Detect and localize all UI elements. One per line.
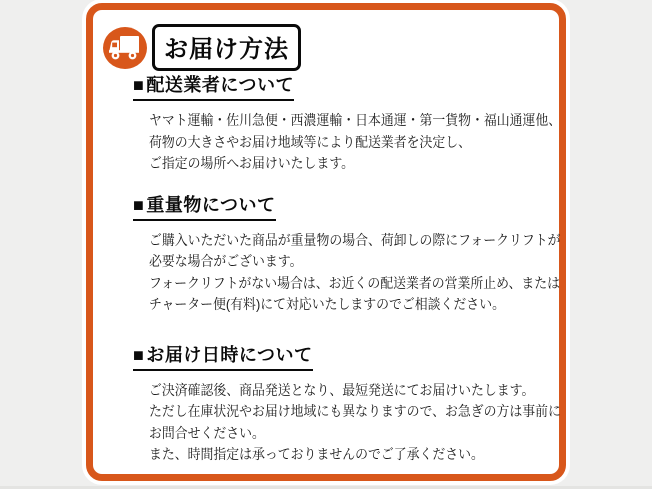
delivery-info-card (86, 3, 566, 481)
page-title: お届け方法 (152, 24, 301, 71)
text-line: また、時間指定は承っておりませんのでご了承ください。 (149, 446, 484, 462)
text-line: ご決済確認後、商品発送となり、最短発送にてお届けいたします。 (149, 381, 535, 398)
text-line: ご指定の場所へお届けいたします。 (149, 155, 355, 171)
text-line: お問合せください。 (149, 424, 265, 441)
section-heading-label: 配送業者について (146, 75, 295, 95)
text-line: 必要な場合がございます。 (149, 253, 303, 269)
section-heading-label: 重量物について (146, 194, 276, 215)
truck-icon (103, 27, 147, 69)
section-delivery-datetime (133, 341, 561, 466)
section-body (149, 380, 561, 466)
section-heading (133, 191, 276, 221)
text-line: ヤマト運輸・佐川急便・西濃運輸・日本通運・第一貨物・福山通運他、 (149, 112, 562, 128)
text-line: チャーター便(有料)にて対応いたしますのでご相談ください。 (149, 296, 505, 312)
section-heading (133, 341, 313, 371)
text-line: ただし在庫状況やお届け地域にも異なりますので、お急ぎの方は事前に (149, 403, 561, 419)
text-line: 荷物の大きさやお届け地域等により配送業者を決定し、 (149, 133, 471, 150)
section-heading-label: お届け日時について (146, 344, 313, 365)
section-body (149, 230, 561, 316)
section-marker: ■ (133, 344, 145, 365)
section-heavy-items (133, 191, 561, 316)
section-marker: ■ (133, 75, 145, 95)
section-marker: ■ (133, 194, 145, 215)
text-line: ご購入いただいた商品が重量物の場合、荷卸しの際にフォークリフトが (149, 231, 561, 248)
section-heading (133, 71, 294, 101)
section-body (149, 110, 562, 175)
section-shipping-carriers (133, 71, 562, 175)
card-header (103, 24, 545, 71)
text-line: フォークリフトがない場合は、お近くの配送業者の営業所止め、または (149, 274, 561, 291)
